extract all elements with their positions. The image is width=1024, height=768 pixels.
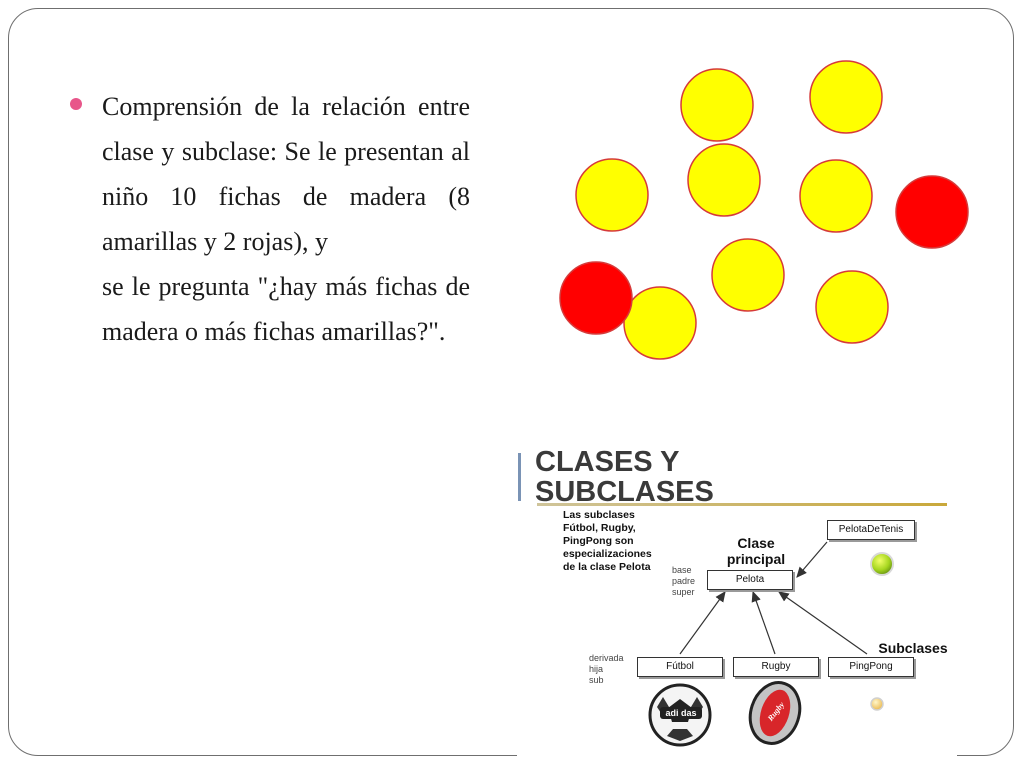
bullet-dot-icon (70, 98, 82, 110)
rugby-brand-text: Rugby (765, 700, 787, 723)
subclasses-label: Subclases (878, 640, 948, 656)
class-box-pelota-de-tenis: PelotaDeTenis (827, 520, 915, 540)
main-class-label: Clase principal (726, 535, 786, 567)
tennis-ball-icon (871, 553, 893, 575)
derived-label: derivada hija sub (589, 653, 624, 685)
base-label: base padre super (672, 565, 696, 597)
arrow-pingpong-to-pelota (779, 592, 867, 654)
diagram-title: CLASES Y SUBCLASES (535, 446, 714, 508)
arrow-rugby-to-pelota (753, 592, 775, 654)
class-box-pingpong: PingPong (828, 657, 914, 677)
diagram-note: Las subclases Fútbol, Rugby, PingPong son especializaciones de la clase Pelota (563, 509, 652, 573)
class-box-futbol: Fútbol (637, 657, 723, 677)
ball-brand-text: adi das (660, 707, 702, 719)
pingpong-ball-icon (871, 698, 883, 710)
class-box-pelota: Pelota (707, 570, 793, 590)
arrow-futbol-to-pelota (680, 592, 725, 654)
bullet-text: Comprensión de la relación entre clase y subclase: Se le presentan al niño 10 fichas de madera (8 amarillas y 2 rojas), y se le pregunta "¿hay más fichas de madera o más fichas amarillas?". (102, 92, 470, 346)
title-left-bar (518, 453, 521, 501)
class-box-rugby: Rugby (733, 657, 819, 677)
class-diagram (517, 445, 957, 757)
arrow-tenis-to-pelota (797, 542, 827, 577)
bullet-item (70, 84, 470, 354)
